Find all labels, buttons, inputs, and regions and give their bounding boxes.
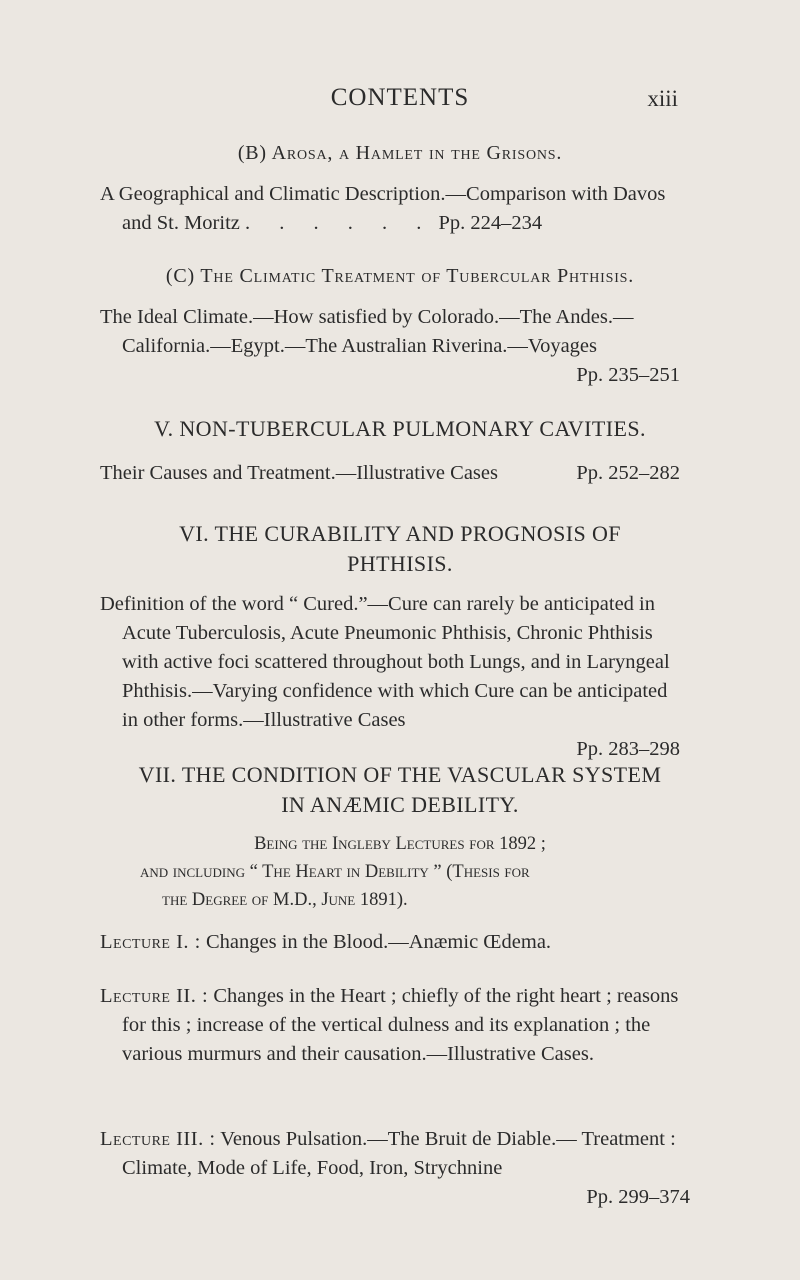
chapter-vi-title (0, 519, 800, 579)
chapter-v-title: V. NON-TUBERCULAR PULMONARY CAVITIES. (154, 416, 646, 441)
section-c-heading: (C) The Climatic Treatment of Tubercular Phthisis. (165, 265, 635, 287)
ingleby-line-2: and including “ The Heart in Debility ” (Thesis for (140, 862, 530, 882)
leader-dots: . . . . . . (245, 212, 434, 234)
lecture-i-entry (100, 928, 690, 957)
lecture-i-text: Changes in the Blood.—Anæmic Œdema. (206, 931, 552, 953)
chapter-vi-pages: Pp. 283–298 (576, 738, 680, 760)
chapter-vi-title-line1: VI. THE CURABILITY AND PROGNOSIS OF (179, 521, 621, 546)
lecture-iii-label: Lecture III. : (100, 1128, 216, 1150)
section-c-text: The Ideal Climate.—How satisfied by Colorado.—The Andes.— California.—Egypt.—The Australian Riverina.—Voyages (100, 306, 634, 357)
chapter-vii-title-line1: VII. THE CONDITION OF THE VASCULAR SYSTEM (138, 762, 662, 787)
ingleby-lectures-note (140, 830, 660, 914)
lecture-ii-label: Lecture II. : (100, 985, 209, 1007)
lecture-ii-entry (100, 982, 690, 1069)
section-c-pages: Pp. 235–251 (576, 364, 680, 386)
lecture-iii-entry (100, 1125, 690, 1212)
chapter-v-text: Their Causes and Treatment.—Illustrative Cases (100, 462, 498, 484)
ingleby-line-3: the Degree of M.D., June 1891). (162, 890, 408, 910)
chapter-vi-title-line2: PHTHISIS. (347, 551, 453, 576)
lecture-ii-text: Changes in the Heart ; chiefly of the right heart ; reasons for this ; increase of the vertical dulness and its explanation ; the various murmurs and their causation.—Illustrative Cases. (122, 985, 679, 1065)
section-b-pages: Pp. 224–234 (438, 212, 543, 234)
section-b-text: A Geographical and Climatic Description.—Comparison with Davos and St. Moritz (100, 183, 666, 234)
chapter-v-pages: Pp. 252–282 (576, 462, 680, 484)
ingleby-line-1: Being the Ingleby Lectures for 1892 ; (254, 834, 546, 854)
chapter-vi-entry (100, 590, 680, 764)
page-number: xiii (647, 86, 678, 111)
chapter-vi-text: Definition of the word “ Cured.”—Cure can rarely be anticipated in Acute Tuberculosis, Acute Pneumonic Phthisis, Chronic Phthisis with active foci scattered throughout both Lungs, and in Laryngeal Phthisis.—Varying confidence with which Cure can be anticipated in other forms.—Illustrative Cases (100, 593, 670, 731)
section-c-entry (100, 303, 680, 390)
section-b-heading: (B) Arosa, a Hamlet in the Grisons. (237, 142, 563, 164)
chapter-vii-title (0, 760, 800, 820)
running-head (0, 84, 800, 124)
running-head-title: CONTENTS (330, 84, 470, 111)
chapter-vii-pages: Pp. 299–374 (586, 1186, 690, 1208)
chapter-v-entry (100, 459, 680, 488)
lecture-iii-text: Venous Pulsation.—The Bruit de Diable.— Treatment : Climate, Mode of Life, Food, Iron, Strychnine (122, 1128, 676, 1179)
lecture-i-label: Lecture I. : (100, 931, 201, 953)
section-b-entry (100, 180, 680, 238)
chapter-vii-title-line2: IN ANÆMIC DEBILITY. (281, 792, 519, 817)
